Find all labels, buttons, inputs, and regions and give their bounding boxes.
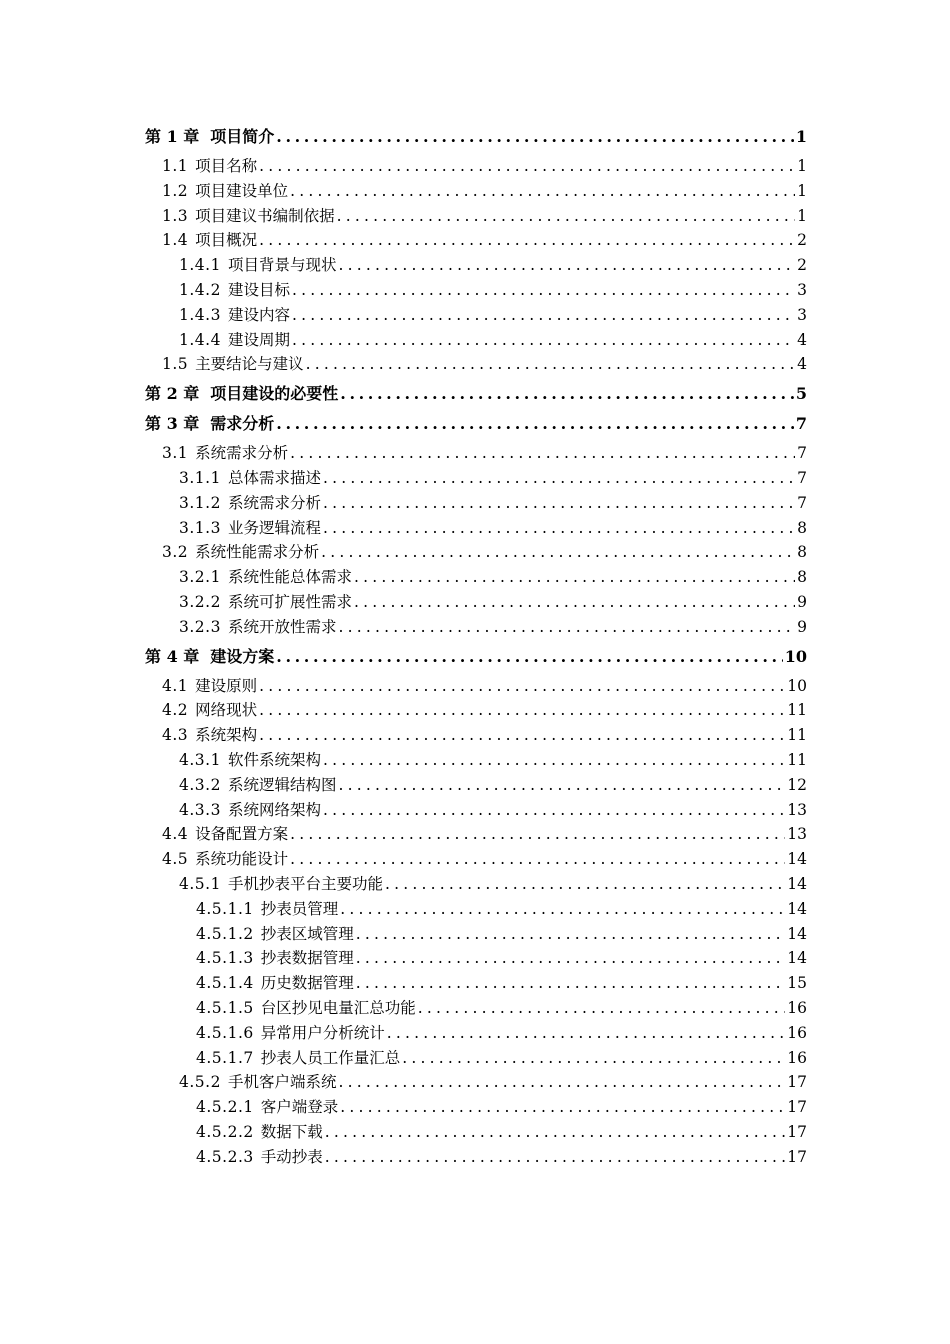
toc-entry-page: 17: [787, 1122, 807, 1141]
toc-entry-title: 项目概况: [195, 231, 258, 250]
toc-entry-title: 系统性能总体需求: [227, 568, 352, 587]
toc-section-entry[interactable]: [145, 303, 807, 328]
toc-entry-number: 1.5: [162, 355, 189, 374]
toc-entry-page: 8: [797, 518, 807, 537]
toc-entry-page: 14: [787, 949, 807, 968]
toc-entry-number: 第 4 章: [145, 646, 200, 666]
dot-leader: [259, 723, 785, 748]
toc-entry-page: 4: [797, 330, 807, 349]
toc-entry-page: 3: [797, 305, 807, 324]
toc-entry-title: 项目建设的必要性: [210, 384, 339, 404]
toc-entry-page: 11: [787, 701, 807, 720]
dot-leader: [338, 1070, 785, 1095]
toc-entry-title: 系统需求分析: [227, 493, 321, 512]
toc-entry-title: 建设周期: [227, 330, 290, 349]
toc-section-entry[interactable]: [145, 1145, 807, 1170]
toc-entry-number: 4.5: [162, 850, 189, 869]
toc-entry-page: 13: [787, 825, 807, 844]
toc-entry-title: 异常用户分析统计: [260, 1023, 385, 1042]
toc-section-entry[interactable]: [145, 847, 807, 872]
toc-entry-number: 3.1.1: [179, 468, 221, 487]
toc-section-entry[interactable]: [145, 698, 807, 723]
toc-entry-title: 项目简介: [210, 127, 275, 146]
toc-section-entry[interactable]: [145, 615, 807, 640]
toc-entry-number: 4.5.1.3: [196, 949, 254, 968]
dot-leader: [340, 1095, 785, 1120]
toc-section-entry[interactable]: [145, 1021, 807, 1046]
toc-section-entry[interactable]: [145, 590, 807, 615]
toc-entry-title: 建设内容: [227, 305, 290, 324]
toc-entry-page: 17: [787, 1098, 807, 1117]
toc-entry-page: 1: [797, 206, 807, 225]
toc-chapter-entry[interactable]: [145, 124, 807, 149]
toc-entry-page: 1: [797, 181, 807, 200]
toc-entry-title: 抄表员管理: [260, 899, 339, 918]
toc-entry-number: 4.5.2.2: [196, 1122, 254, 1141]
toc-section-entry[interactable]: [145, 773, 807, 798]
toc-section-entry[interactable]: [145, 1120, 807, 1145]
toc-entry-page: 5: [795, 384, 807, 404]
dot-leader: [276, 411, 794, 436]
toc-entry-title: 建设原则: [195, 676, 258, 695]
toc-section-entry[interactable]: [145, 441, 807, 466]
toc-entry-page: 7: [797, 468, 807, 487]
toc-entry-page: 7: [797, 493, 807, 512]
toc-section-entry[interactable]: [145, 1046, 807, 1071]
dot-leader: [325, 1120, 786, 1145]
toc-section-entry[interactable]: [145, 491, 807, 516]
toc-section-entry[interactable]: [145, 674, 807, 699]
toc-entry-page: 2: [797, 231, 807, 250]
toc-entry-number: 4.3: [162, 726, 189, 745]
toc-entry-page: 9: [797, 592, 807, 611]
toc-entry-page: 4: [797, 355, 807, 374]
toc-entry-number: 4.5.1.2: [196, 924, 254, 943]
toc-entry-number: 1.3: [162, 206, 189, 225]
dot-leader: [340, 381, 794, 406]
toc-entry-title: 系统可扩展性需求: [227, 592, 352, 611]
dot-leader: [276, 644, 782, 669]
toc-section-entry[interactable]: [145, 154, 807, 179]
toc-section-entry[interactable]: [145, 328, 807, 353]
toc-entry-title: 建设目标: [227, 280, 290, 299]
toc-entry-number: 1.4.1: [179, 256, 221, 275]
toc-entry-page: 9: [797, 617, 807, 636]
toc-entry-number: 1.4: [162, 231, 189, 250]
toc-entry-page: 16: [787, 1023, 807, 1042]
toc-section-entry[interactable]: [145, 253, 807, 278]
toc-entry-number: 第 1 章: [145, 127, 200, 146]
toc-section-entry[interactable]: [145, 516, 807, 541]
toc-entry-title: 系统功能设计: [195, 850, 289, 869]
toc-entry-number: 4.2: [162, 701, 189, 720]
dot-leader: [356, 946, 786, 971]
toc-section-entry[interactable]: [145, 897, 807, 922]
toc-entry-title: 系统架构: [195, 726, 258, 745]
toc-entry-title: 手机抄表平台主要功能: [227, 874, 383, 893]
toc-entry-title: 客户端登录: [260, 1098, 339, 1117]
dot-leader: [323, 466, 795, 491]
toc-entry-number: 4.4: [162, 825, 189, 844]
toc-entry-page: 15: [787, 974, 807, 993]
dot-leader: [321, 540, 795, 565]
toc-entry-title: 系统开放性需求: [227, 617, 337, 636]
toc-entry-page: 13: [787, 800, 807, 819]
toc-entry-page: 12: [787, 775, 807, 794]
toc-entry-page: 17: [787, 1147, 807, 1166]
toc-entry-number: 4.5.2: [179, 1073, 221, 1092]
dot-leader: [292, 303, 795, 328]
toc-entry-title: 需求分析: [210, 414, 275, 434]
toc-entry-page: 11: [787, 750, 807, 769]
toc-entry-number: 4.5.2.1: [196, 1098, 254, 1117]
toc-section-entry[interactable]: [145, 798, 807, 823]
dot-leader: [290, 179, 795, 204]
toc-section-entry[interactable]: [145, 872, 807, 897]
dot-leader: [292, 328, 795, 353]
toc-section-entry[interactable]: [145, 748, 807, 773]
toc-entry-page: 1: [797, 157, 807, 175]
toc-entry-page: 8: [797, 568, 807, 587]
toc-entry-page: 16: [787, 998, 807, 1017]
toc-section-entry[interactable]: [145, 179, 807, 204]
toc-entry-number: 4.1: [162, 676, 189, 695]
toc-entry-title: 业务逻辑流程: [227, 518, 321, 537]
toc-entry-title: 软件系统架构: [227, 750, 321, 769]
dot-leader: [323, 748, 785, 773]
toc-entry-number: 3.2.2: [179, 592, 221, 611]
dot-leader: [337, 204, 795, 229]
dot-leader: [402, 1046, 785, 1071]
toc-entry-title: 网络现状: [195, 701, 258, 720]
toc-entry-number: 4.5.1.1: [196, 899, 254, 918]
toc-entry-page: 14: [787, 924, 807, 943]
toc-entry-title: 抄表人员工作量汇总: [260, 1048, 401, 1067]
dot-leader: [323, 516, 795, 541]
dot-leader: [292, 278, 795, 303]
dot-leader: [338, 253, 795, 278]
toc-entry-number: 4.3.1: [179, 750, 221, 769]
dot-leader: [340, 897, 785, 922]
toc-entry-title: 系统性能需求分析: [195, 543, 320, 562]
dot-leader: [323, 798, 785, 823]
toc-entry-page: 7: [797, 444, 807, 463]
toc-entry-page: 14: [787, 899, 807, 918]
toc-entry-title: 项目建议书编制依据: [195, 206, 335, 225]
toc-entry-page: 10: [784, 646, 807, 666]
toc-entry-number: 4.5.1: [179, 874, 221, 893]
toc-entry-title: 历史数据管理: [260, 974, 354, 993]
toc-section-entry[interactable]: [145, 971, 807, 996]
toc-entry-page: 16: [787, 1048, 807, 1067]
toc-entry-number: 4.5.1.7: [196, 1048, 254, 1067]
toc-entry-number: 3.1: [162, 444, 189, 463]
toc-section-entry[interactable]: [145, 278, 807, 303]
toc-entry-title: 主要结论与建议: [195, 355, 304, 374]
dot-leader: [387, 1021, 786, 1046]
toc-entry-title: 台区抄见电量汇总功能: [260, 998, 416, 1017]
toc-entry-number: 3.1.3: [179, 518, 221, 537]
toc-entry-number: 1.4.3: [179, 305, 221, 324]
toc-section-entry[interactable]: [145, 822, 807, 847]
toc-entry-title: 建设方案: [210, 646, 275, 666]
dot-leader: [338, 773, 785, 798]
dot-leader: [276, 124, 794, 149]
dot-leader: [356, 922, 786, 947]
toc-entry-page: 17: [787, 1073, 807, 1092]
toc-entry-number: 第 2 章: [145, 384, 200, 404]
toc-section-entry[interactable]: [145, 565, 807, 590]
dot-leader: [354, 590, 795, 615]
toc-section-entry[interactable]: [145, 1070, 807, 1095]
toc-entry-number: 4.5.1.6: [196, 1023, 254, 1042]
toc-entry-number: 第 3 章: [145, 414, 200, 434]
table-of-contents: [145, 124, 807, 1169]
toc-entry-number: 4.5.1.5: [196, 998, 254, 1017]
toc-entry-number: 4.5.2.3: [196, 1147, 254, 1166]
toc-section-entry[interactable]: [145, 204, 807, 229]
dot-leader: [385, 872, 785, 897]
toc-entry-number: 3.2.1: [179, 568, 221, 587]
toc-entry-title: 抄表区域管理: [260, 924, 354, 943]
dot-leader: [354, 565, 795, 590]
dot-leader: [259, 228, 795, 253]
dot-leader: [290, 822, 785, 847]
toc-entry-title: 系统网络架构: [227, 800, 321, 819]
dot-leader: [306, 352, 795, 377]
toc-section-entry[interactable]: [145, 466, 807, 491]
toc-chapter-entry[interactable]: [145, 381, 807, 406]
toc-entry-title: 总体需求描述: [227, 468, 321, 487]
toc-entry-title: 项目名称: [195, 157, 258, 175]
toc-entry-title: 手动抄表: [260, 1147, 323, 1166]
toc-entry-number: 1.4.2: [179, 280, 221, 299]
toc-section-entry[interactable]: [145, 228, 807, 253]
toc-entry-title: 抄表数据管理: [260, 949, 354, 968]
toc-entry-page: 1: [795, 127, 807, 146]
dot-leader: [259, 674, 785, 699]
toc-section-entry[interactable]: [145, 946, 807, 971]
dot-leader: [290, 441, 795, 466]
toc-section-entry[interactable]: [145, 723, 807, 748]
dot-leader: [418, 996, 786, 1021]
toc-section-entry[interactable]: [145, 352, 807, 377]
toc-section-entry[interactable]: [145, 540, 807, 565]
toc-entry-page: 14: [787, 850, 807, 869]
dot-leader: [338, 615, 795, 640]
toc-entry-number: 3.2: [162, 543, 189, 562]
dot-leader: [325, 1145, 786, 1170]
toc-entry-page: 14: [787, 874, 807, 893]
toc-entry-title: 项目背景与现状: [227, 256, 337, 275]
dot-leader: [290, 847, 785, 872]
dot-leader: [323, 491, 795, 516]
toc-entry-page: 2: [797, 256, 807, 275]
toc-entry-number: 1.4.4: [179, 330, 221, 349]
toc-entry-number: 1.2: [162, 181, 189, 200]
toc-section-entry[interactable]: [145, 922, 807, 947]
toc-entry-page: 7: [795, 414, 807, 434]
toc-section-entry[interactable]: [145, 1095, 807, 1120]
toc-entry-title: 系统需求分析: [195, 444, 289, 463]
dot-leader: [259, 154, 795, 179]
toc-entry-page: 11: [787, 726, 807, 745]
toc-entry-number: 4.3.3: [179, 800, 221, 819]
toc-entry-number: 3.1.2: [179, 493, 221, 512]
toc-chapter-entry[interactable]: [145, 411, 807, 436]
toc-entry-number: 3.2.3: [179, 617, 221, 636]
toc-entry-title: 设备配置方案: [195, 825, 289, 844]
toc-entry-page: 10: [787, 676, 807, 695]
toc-chapter-entry[interactable]: [145, 644, 807, 669]
toc-entry-number: 4.5.1.4: [196, 974, 254, 993]
toc-entry-title: 系统逻辑结构图: [227, 775, 337, 794]
toc-entry-page: 3: [797, 280, 807, 299]
toc-entry-number: 4.3.2: [179, 775, 221, 794]
toc-entry-title: 手机客户端系统: [227, 1073, 337, 1092]
dot-leader: [259, 698, 785, 723]
toc-entry-title: 数据下载: [260, 1122, 323, 1141]
toc-entry-page: 8: [797, 543, 807, 562]
toc-section-entry[interactable]: [145, 996, 807, 1021]
toc-entry-number: 1.1: [162, 157, 189, 175]
dot-leader: [356, 971, 786, 996]
toc-entry-title: 项目建设单位: [195, 181, 289, 200]
